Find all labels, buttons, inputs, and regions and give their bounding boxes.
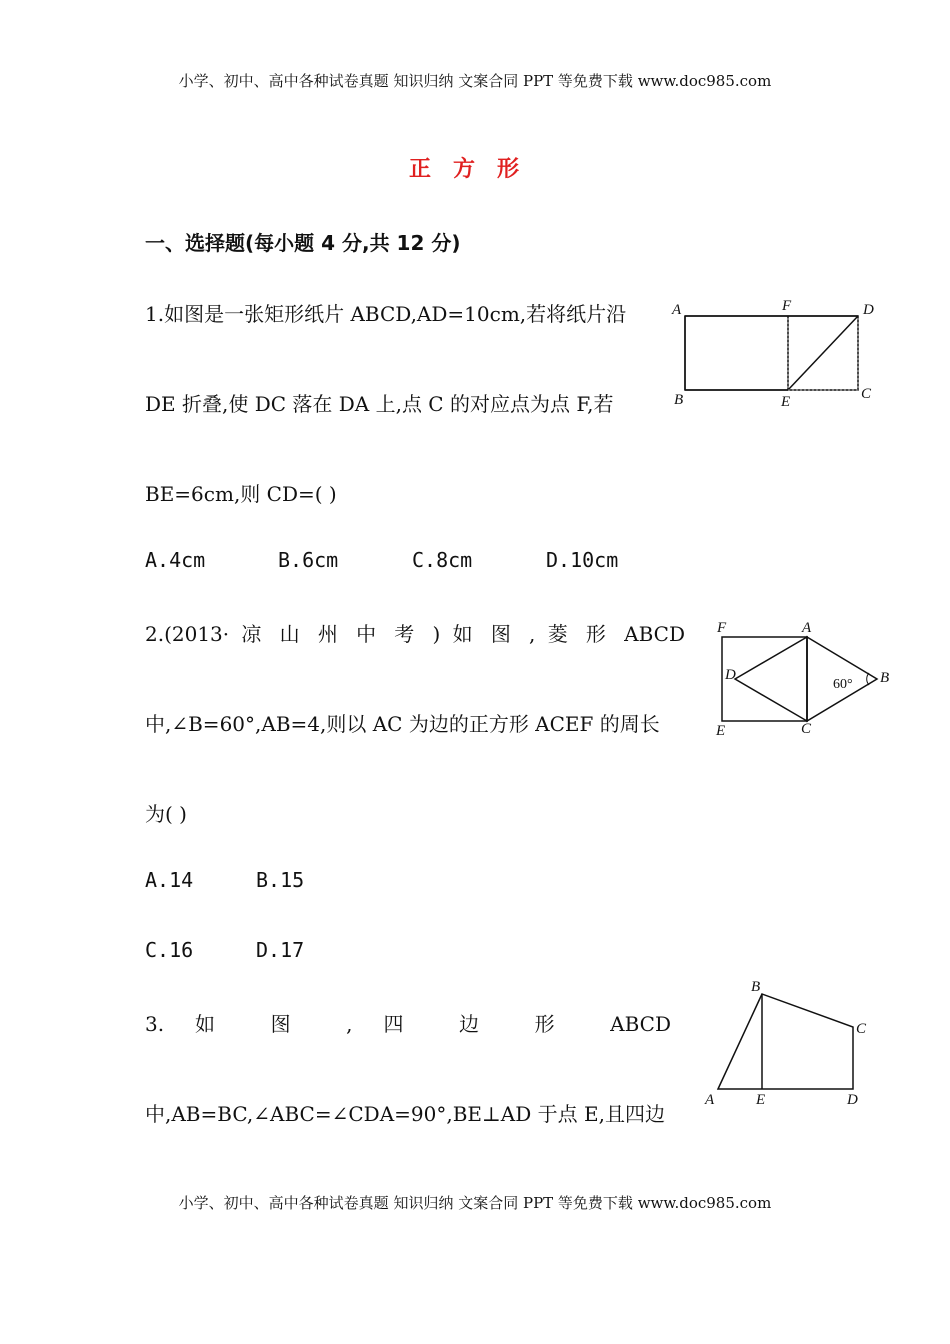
page-header: 小学、初中、高中各种试卷真题 知识归纳 文案合同 PPT 等免费下载 www.doc985.com — [178, 72, 772, 90]
q3-line-1: 3. 如 图 , 四 边 形 ABCD — [145, 1012, 671, 1036]
q2-line-1: 2.(2013· 凉 山 州 中 考 ) 如 图 , 菱 形 ABCD — [145, 622, 685, 646]
q2-line-3: 为( ) — [145, 802, 187, 826]
q3-label-d: D — [847, 1092, 858, 1108]
page-footer: 小学、初中、高中各种试卷真题 知识归纳 文案合同 PPT 等免费下载 www.doc985.com — [178, 1194, 772, 1212]
q1-label-a: A — [672, 302, 682, 318]
q2-label-e: E — [716, 723, 726, 739]
q1-rectangle — [685, 316, 858, 390]
q1-line-2: DE 折叠,使 DC 落在 DA 上,点 C 的对应点为点 F,若 — [145, 392, 614, 416]
page-title: 正方形 — [408, 157, 541, 182]
q3-label-b: B — [751, 979, 761, 995]
q2-line-2: 中,∠B=60°,AB=4,则以 AC 为边的正方形 ACEF 的周长 — [145, 712, 660, 736]
q1-line-1: 1.如图是一张矩形纸片 ABCD,AD=10cm,若将纸片沿 — [145, 302, 627, 326]
q1-label-d: D — [863, 302, 874, 318]
q3-line-2: 中,AB=BC,∠ABC=∠CDA=90°,BE⊥AD 于点 E,且四边 — [145, 1102, 665, 1126]
q2-label-c: C — [801, 721, 812, 737]
q1-option-d: D.10cm — [546, 548, 619, 572]
q3-quadrilateral-abcd — [718, 994, 853, 1089]
q2-label-b: B — [880, 670, 890, 686]
q1-label-f: F — [782, 298, 792, 314]
q2-option-a: A.14 — [145, 868, 194, 892]
q2-label-a: A — [802, 620, 812, 636]
q1-option-b: B.6cm — [278, 548, 339, 572]
section-heading: 一、选择题(每小题 4 分,共 12 分) — [145, 231, 461, 255]
q3-label-c: C — [856, 1021, 867, 1037]
q2-label-d: D — [725, 667, 736, 683]
q1-option-c: C.8cm — [412, 548, 473, 572]
q2-label-f: F — [717, 620, 727, 636]
q1-line-3: BE=6cm,则 CD=( ) — [145, 482, 337, 506]
q2-figure — [705, 615, 905, 745]
q3-figure — [700, 975, 880, 1115]
q3-label-e: E — [756, 1092, 766, 1108]
q1-label-e: E — [781, 394, 791, 410]
q1-label-c: C — [861, 386, 872, 402]
q1-segment-de — [788, 316, 858, 390]
q2-option-b: B.15 — [256, 868, 305, 892]
q1-label-b: B — [674, 392, 684, 408]
q2-angle-label: 60° — [833, 677, 853, 692]
q2-option-c: C.16 — [145, 938, 194, 962]
q1-figure — [665, 292, 885, 412]
q1-option-a: A.4cm — [145, 548, 206, 572]
q3-label-a: A — [705, 1092, 715, 1108]
q2-rhombus-left — [735, 637, 807, 721]
q2-option-d: D.17 — [256, 938, 305, 962]
